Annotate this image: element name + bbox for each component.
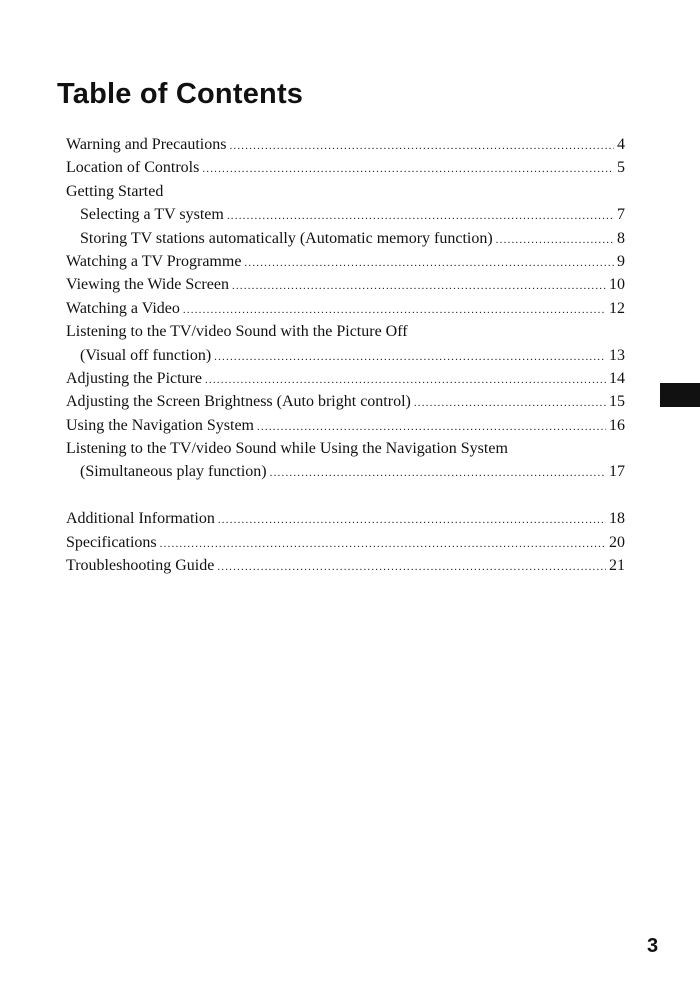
page-title: Table of Contents	[57, 78, 304, 110]
toc-entry-listening-while-navigation[interactable]	[66, 440, 625, 463]
toc-entry-simultaneous-play-function[interactable]	[66, 463, 625, 486]
dot-leader	[232, 280, 606, 292]
dot-leader	[257, 421, 606, 433]
toc-entry-listening-picture-off[interactable]	[66, 323, 625, 346]
dot-leader	[229, 140, 614, 152]
toc-entry-label: Specifications	[66, 533, 157, 551]
toc-entry-specifications[interactable]	[66, 534, 625, 557]
dot-leader	[414, 397, 606, 409]
toc-entry-label: Watching a Video	[66, 299, 180, 317]
toc-entry-label: Listening to the TV/video Sound while Using the Navigation System	[66, 440, 508, 458]
toc-entry-page: 15	[609, 393, 625, 411]
toc-entry-page: 7	[617, 206, 625, 224]
toc-entry-warning-and-precautions[interactable]	[66, 136, 625, 159]
table-of-contents	[66, 136, 625, 580]
dot-leader	[218, 514, 606, 526]
toc-entry-page: 12	[609, 299, 625, 317]
toc-section-label: Getting Started	[66, 182, 164, 200]
toc-entry-page: 5	[617, 159, 625, 177]
toc-entry-storing-tv-stations[interactable]	[66, 230, 625, 253]
toc-entry-label: Adjusting the Screen Brightness (Auto bright control)	[66, 393, 411, 411]
toc-entry-page: 9	[617, 252, 625, 270]
toc-entry-label: (Simultaneous play function)	[80, 463, 267, 481]
dot-leader	[270, 467, 606, 479]
toc-entry-watching-video[interactable]	[66, 300, 625, 323]
toc-entry-label: Additional Information	[66, 510, 215, 528]
dot-leader	[214, 351, 606, 363]
toc-entry-label: Watching a TV Programme	[66, 252, 242, 270]
toc-entry-label: Location of Controls	[66, 159, 200, 177]
toc-entry-label: Selecting a TV system	[80, 206, 224, 224]
dot-leader	[183, 304, 606, 316]
toc-entry-page: 21	[609, 557, 625, 575]
toc-entry-page: 8	[617, 229, 625, 247]
toc-entry-page: 17	[609, 463, 625, 481]
toc-entry-label: Viewing the Wide Screen	[66, 276, 229, 294]
dot-leader	[205, 374, 606, 386]
toc-entry-page: 4	[617, 136, 625, 153]
toc-entry-visual-off-function[interactable]	[66, 347, 625, 370]
dot-leader	[202, 163, 614, 175]
toc-entry-page: 10	[609, 276, 625, 294]
toc-entry-using-navigation-system[interactable]	[66, 417, 625, 440]
toc-entry-label: Listening to the TV/video Sound with the Picture Off	[66, 323, 408, 341]
toc-entry-label: Storing TV stations automatically (Automatic memory function)	[80, 229, 493, 247]
dot-leader	[244, 257, 614, 269]
dot-leader	[217, 561, 606, 573]
toc-entry-selecting-tv-system[interactable]	[66, 206, 625, 229]
toc-entry-adjusting-screen-brightness[interactable]	[66, 393, 625, 416]
dot-leader	[160, 538, 606, 550]
toc-entry-adjusting-picture[interactable]	[66, 370, 625, 393]
toc-entry-page: 18	[609, 510, 625, 528]
toc-entry-page: 20	[609, 533, 625, 551]
toc-entry-additional-information[interactable]	[66, 510, 625, 533]
toc-entry-page: 14	[609, 369, 625, 387]
toc-entry-label: Adjusting the Picture	[66, 369, 202, 387]
toc-entry-page: 13	[609, 346, 625, 364]
toc-entry-label: Warning and Precautions	[66, 136, 227, 153]
section-tab-marker	[660, 383, 700, 407]
toc-entry-location-of-controls[interactable]	[66, 159, 625, 182]
toc-entry-watching-tv-programme[interactable]	[66, 253, 625, 276]
toc-entry-troubleshooting-guide[interactable]	[66, 557, 625, 580]
toc-entry-page: 16	[609, 416, 625, 434]
toc-entry-viewing-wide-screen[interactable]	[66, 276, 625, 299]
page-number: 3	[647, 935, 659, 957]
toc-entry-label: (Visual off function)	[80, 346, 212, 364]
toc-section-getting-started	[66, 183, 625, 206]
dot-leader	[227, 210, 614, 222]
dot-leader	[496, 234, 614, 246]
toc-entry-label: Using the Navigation System	[66, 416, 254, 434]
toc-entry-label: Troubleshooting Guide	[66, 557, 215, 575]
